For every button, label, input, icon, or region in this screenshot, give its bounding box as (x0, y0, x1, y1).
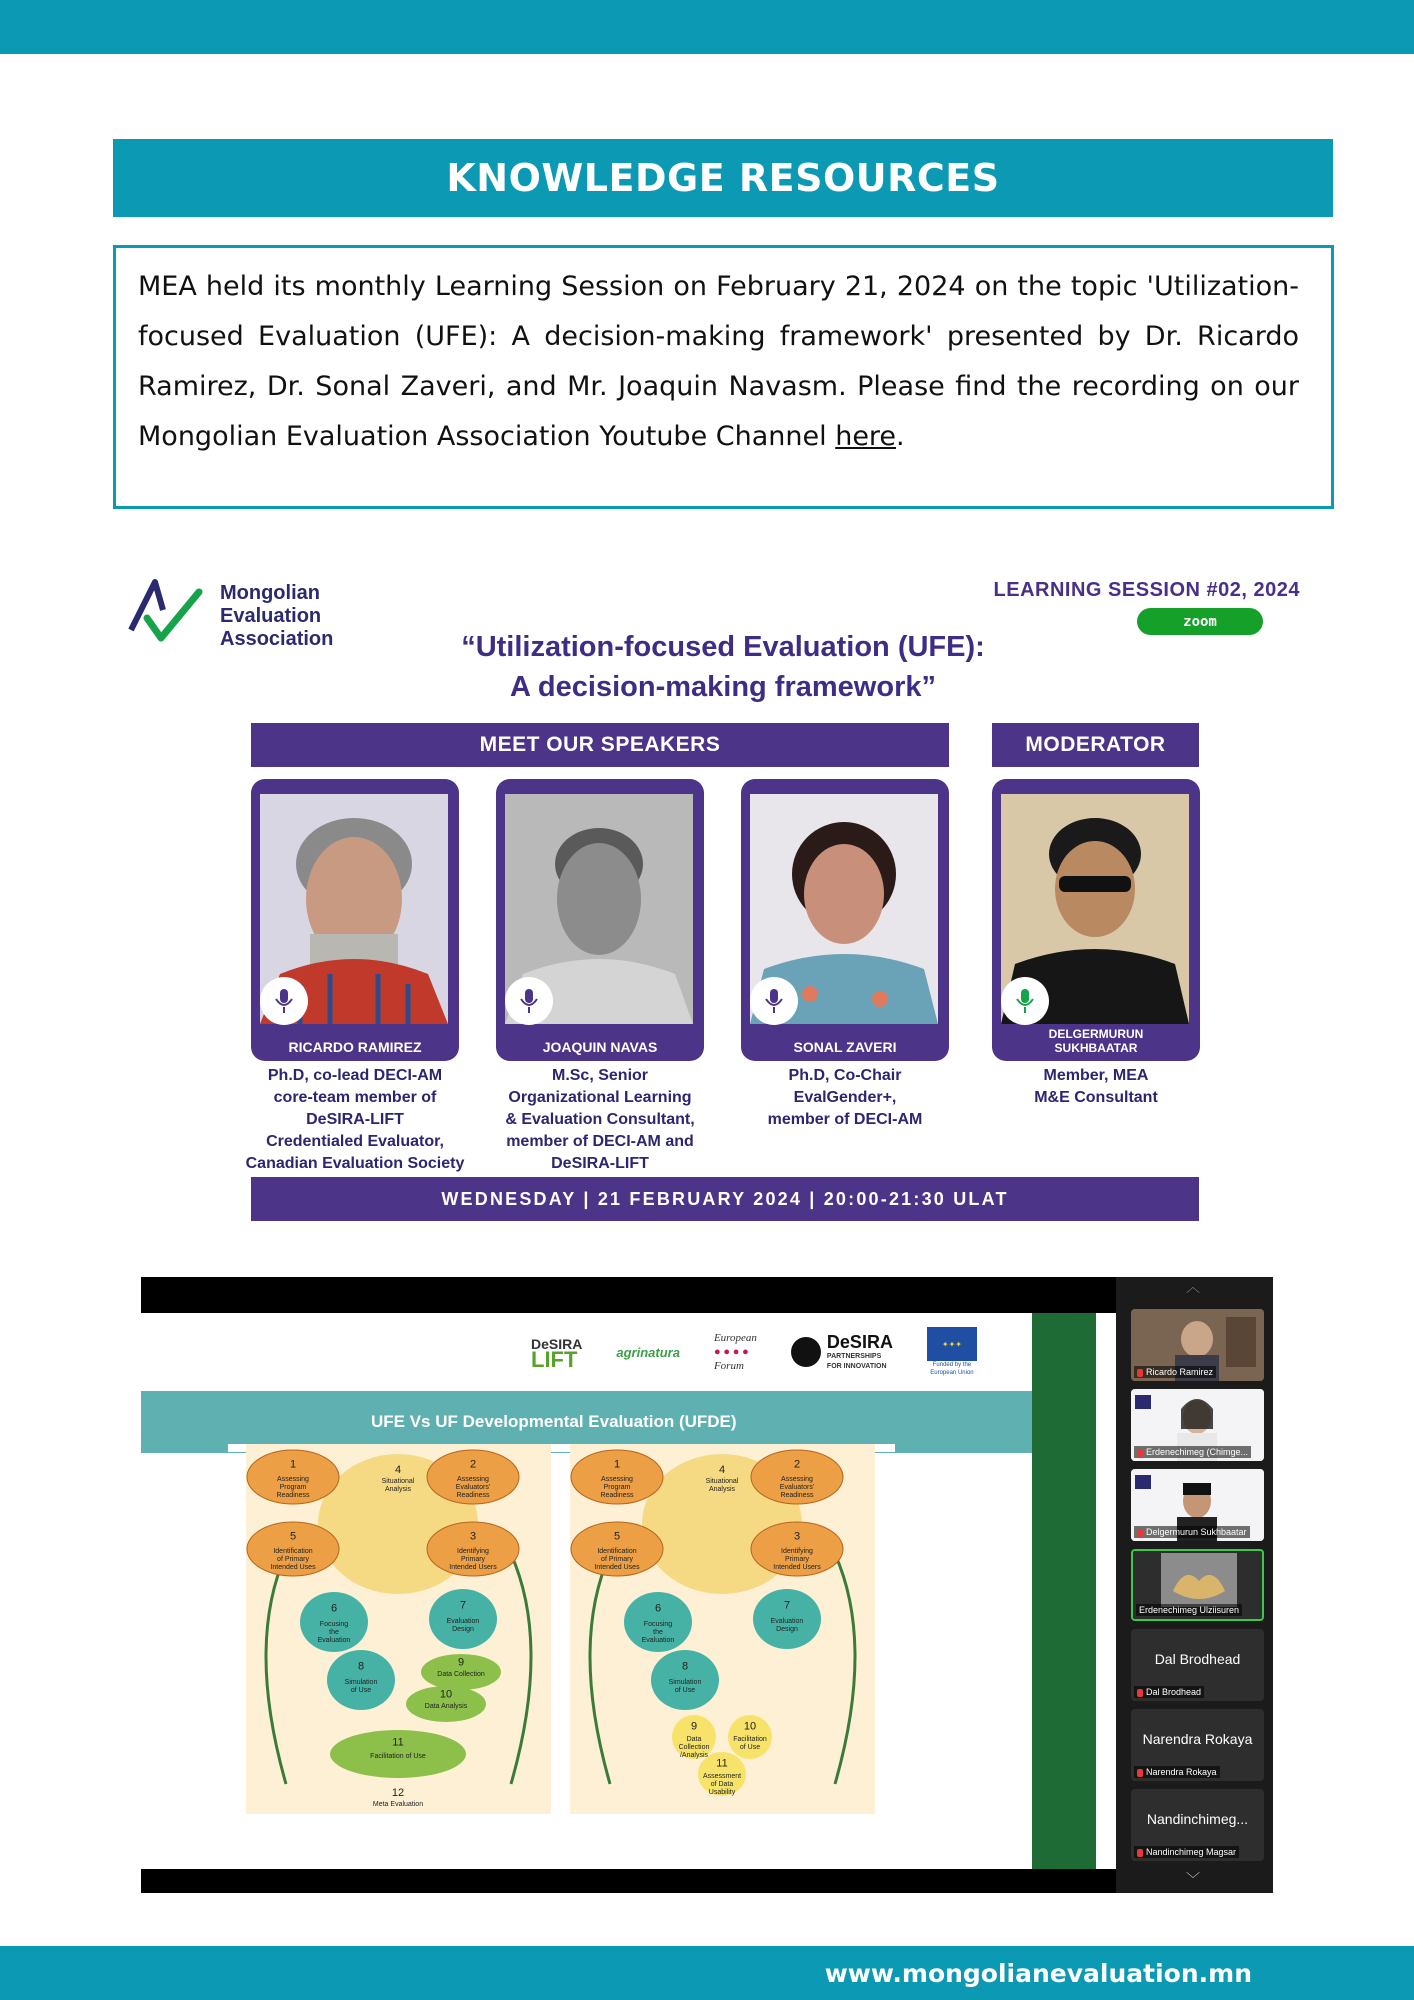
node-number: 5 (613, 1530, 621, 1543)
bottom-bar (0, 1946, 1414, 2000)
participant-name (1134, 1526, 1250, 1538)
mute-icon (1137, 1769, 1143, 1777)
participant-name (1134, 1846, 1239, 1858)
participant-tile[interactable] (1131, 1469, 1264, 1541)
slide-title: UFE Vs UF Developmental Evaluation (UFDE) (141, 1391, 1099, 1453)
node-number: 4 (718, 1464, 726, 1476)
org-line: Association (220, 628, 334, 650)
speakers-heading: MEET OUR SPEAKERS (251, 723, 949, 767)
node-label: Simulation (344, 1679, 378, 1686)
moderator-desc (992, 1065, 1200, 1109)
participant-tile[interactable] (1131, 1629, 1264, 1701)
node-number: 6 (654, 1602, 662, 1615)
diagram-node (751, 1450, 843, 1504)
presentation-slide (141, 1313, 1233, 1869)
node-label: of Use (674, 1687, 696, 1694)
node-label: Identification (273, 1548, 313, 1555)
node-label: Data Collection (437, 1671, 485, 1678)
desc-line: Ph.D, co-lead DECI-AM (267, 1067, 443, 1084)
speaker-name: RICARDO RAMIREZ (288, 1039, 422, 1055)
desc-line: & Evaluation Consultant, (505, 1111, 695, 1128)
node-label: the (653, 1629, 663, 1636)
mute-icon (1137, 1529, 1143, 1537)
node-label: the (329, 1629, 339, 1636)
node-label: Identifying (457, 1548, 489, 1555)
node-number: 2 (469, 1458, 477, 1471)
intro-text: MEA held its monthly Learning Session on February 21, 2024 on the topic 'Utilization-focused Evaluation (UFE): A decision-making framework' presented by Dr. Ricardo Ramirez, Dr. Sonal Zaveri, and Mr. Joaquin Navasm. Please find the recording on our Mongolian Evaluation Association Youtube Channel (138, 271, 1299, 452)
node-label: Design (776, 1626, 798, 1633)
participant-name (1136, 1604, 1242, 1616)
slide-green-bar (1032, 1313, 1096, 1869)
node-label: of Primary (601, 1556, 633, 1563)
event-poster (113, 555, 1333, 1235)
participant-name (1134, 1766, 1220, 1778)
speaker-desc-ricardo (223, 1065, 487, 1175)
node-label: Assessing (781, 1476, 813, 1483)
node-label: Situational (705, 1478, 739, 1485)
diagram-node (571, 1522, 663, 1576)
zoom-badge: zoom (1137, 608, 1263, 635)
diagram-node (406, 1686, 486, 1722)
node-number: 11 (716, 1757, 728, 1770)
node-label: Evaluation (770, 1618, 804, 1625)
slide-margin (1096, 1313, 1116, 1869)
logo-text: Funded by the (932, 1362, 972, 1368)
node-label: Identification (597, 1548, 637, 1555)
node-number: 10 (743, 1720, 757, 1733)
node-label: Program (603, 1484, 631, 1491)
node-label: Analysis (384, 1486, 412, 1493)
node-number: 8 (681, 1660, 689, 1673)
diagram-node (753, 1589, 821, 1649)
microphone-icon (260, 977, 308, 1025)
diagram-node (327, 1650, 395, 1710)
diagram-node (624, 1592, 692, 1652)
desira-logo (791, 1332, 893, 1372)
org-line: Evaluation (220, 605, 322, 627)
desc-line: M.Sc, Senior (551, 1067, 649, 1084)
mute-icon (1137, 1369, 1143, 1377)
node-label: of Use (350, 1687, 372, 1694)
participant-label: Delgermurun Sukhbaatar (1146, 1527, 1247, 1537)
node-number: 5 (289, 1530, 297, 1543)
node-label: Situational (381, 1478, 415, 1485)
logo-text: European (713, 1332, 757, 1344)
diagram-node (300, 1592, 368, 1652)
diagram-node (728, 1715, 772, 1759)
node-label: Readiness (456, 1492, 490, 1499)
participant-display-name: Narendra Rokaya (1142, 1731, 1253, 1747)
desc-line: EvalGender+, (793, 1089, 897, 1106)
node-label: Readiness (600, 1492, 634, 1499)
ufde-cycle-diagram (570, 1444, 875, 1814)
node-label: Intended Users (773, 1564, 821, 1571)
desc-line: M&E Consultant (1034, 1089, 1158, 1106)
speaker-card-joaquin (496, 779, 704, 1061)
mute-icon (1137, 1449, 1143, 1457)
diagram-node (247, 1522, 339, 1576)
node-label: Evaluation (641, 1637, 675, 1644)
node-label: of Use (739, 1744, 761, 1751)
mute-icon (1137, 1849, 1143, 1857)
node-label: Data Analysis (424, 1703, 468, 1710)
moderator-name-line: SUKHBAATAR (1054, 1041, 1138, 1055)
moderator-name-line: DELGERMURUN (1048, 1027, 1144, 1041)
logo-text: FOR INNOVATION (826, 1363, 887, 1370)
org-line: Mongolian (220, 582, 320, 604)
diagram-node (373, 1787, 423, 1808)
moderator-name (992, 1027, 1200, 1055)
node-number: 3 (469, 1530, 477, 1543)
participant-name (1134, 1366, 1216, 1378)
node-label: Assessing (277, 1476, 309, 1483)
node-label: Assessing (601, 1476, 633, 1483)
speaker-card-sonal (741, 779, 949, 1061)
node-number: 9 (690, 1720, 698, 1733)
node-number: 7 (783, 1599, 791, 1612)
intro-end: . (896, 421, 905, 452)
desira-lift-logo (531, 1336, 583, 1372)
node-label: Intended Users (449, 1564, 497, 1571)
event-date-band: WEDNESDAY | 21 FEBRUARY 2024 | 20:00-21:30 ULAT (251, 1177, 1199, 1221)
participant-display-name: Dal Brodhead (1154, 1651, 1241, 1667)
diagram-node (247, 1450, 339, 1504)
diagram-node (698, 1752, 746, 1796)
desc-line: core-team member of (273, 1089, 437, 1106)
node-label: Assessment (702, 1773, 742, 1780)
diagram-node (427, 1522, 519, 1576)
logo-text: LIFT (531, 1347, 578, 1372)
node-label: of Primary (277, 1556, 309, 1563)
node-label: Identifying (781, 1548, 813, 1555)
microphone-icon (505, 977, 553, 1025)
participant-tile[interactable] (1131, 1309, 1264, 1381)
logo-text: Forum (713, 1360, 744, 1372)
node-label: Intended Uses (270, 1564, 316, 1571)
node-number: 10 (439, 1688, 453, 1701)
node-number: 6 (330, 1602, 338, 1615)
node-label: Design (452, 1626, 474, 1633)
diagram-node (571, 1450, 663, 1504)
node-number: 1 (289, 1458, 297, 1471)
speaker-name: JOAQUIN NAVAS (542, 1039, 658, 1055)
participant-label: Erdenechimeg Ulziisuren (1139, 1605, 1240, 1615)
participant-label: Nandinchimeg Magsar (1146, 1847, 1237, 1857)
diagram-node (429, 1589, 497, 1649)
node-number: 3 (793, 1530, 801, 1543)
youtube-link[interactable]: here (835, 421, 897, 452)
website-url[interactable]: www.mongolianevaluation.mn (824, 1958, 1252, 1988)
node-number: 1 (613, 1458, 621, 1471)
node-label: Data (686, 1736, 702, 1743)
node-label: Meta Evaluation (372, 1801, 424, 1808)
diagram-node (751, 1522, 843, 1576)
moderator-card-delgermurun (992, 779, 1200, 1061)
node-label: Evaluation (317, 1637, 351, 1644)
eu-flag-logo (927, 1327, 977, 1377)
node-number: 12 (391, 1787, 405, 1799)
logo-text: European Union (930, 1370, 974, 1376)
participant-display-name: Nandinchimeg... (1146, 1811, 1249, 1827)
node-label: Primary (460, 1556, 486, 1563)
scroll-up-icon[interactable]: ︿ (1186, 1280, 1200, 1296)
logo-text: DeSIRA (531, 1336, 583, 1352)
speaker-desc-joaquin (483, 1065, 717, 1175)
desc-line: Canadian Evaluation Society (245, 1155, 465, 1172)
title-line-1: “Utilization-focused Evaluation (UFE): (461, 631, 985, 663)
speaker-desc-sonal (730, 1065, 960, 1131)
desc-line: Ph.D, Co-Chair (788, 1067, 902, 1084)
participant-tile-active[interactable] (1131, 1549, 1264, 1621)
diagram-node (421, 1654, 501, 1690)
ufe-diagram (246, 1444, 551, 1814)
node-label: Readiness (780, 1492, 814, 1499)
node-label: Evaluation (446, 1618, 480, 1625)
european-forum-logo (714, 1331, 757, 1373)
node-label: Collection (678, 1744, 710, 1751)
top-bar (0, 0, 1414, 54)
zoom-screenshot (141, 1277, 1273, 1893)
node-label: Facilitation (733, 1736, 767, 1743)
scroll-down-icon[interactable]: ﹀ (1186, 1872, 1200, 1888)
diagram-node (672, 1715, 716, 1759)
node-number: 8 (357, 1660, 365, 1673)
participant-label: Dal Brodhead (1146, 1687, 1202, 1697)
node-number: 2 (793, 1458, 801, 1471)
logo-text: PARTNERSHIPS (826, 1353, 882, 1360)
node-label: Focusing (319, 1621, 349, 1628)
participant-tile[interactable] (1131, 1389, 1264, 1461)
node-label: of Data (710, 1781, 734, 1788)
ufe-cycle-diagram (246, 1444, 551, 1814)
participant-name (1134, 1686, 1204, 1698)
node-label: Readiness (276, 1492, 310, 1499)
node-label: Analysis (708, 1486, 736, 1493)
node-number: 11 (392, 1736, 404, 1749)
desc-line: Credentialed Evaluator, (266, 1133, 444, 1150)
eu-flag-icon: ✦✦✦ (927, 1327, 977, 1361)
desc-line: Organizational Learning (508, 1089, 692, 1106)
desc-line: DeSIRA-LIFT (551, 1155, 649, 1172)
node-number: 7 (459, 1599, 467, 1612)
title-line-2: A decision-making framework” (510, 671, 936, 703)
poster-title (113, 627, 1333, 707)
node-label: Evaluators' (455, 1484, 491, 1491)
diagram-node (427, 1450, 519, 1504)
participant-label: Narendra Rokaya (1146, 1767, 1217, 1777)
node-label: Focusing (643, 1621, 673, 1628)
node-label: Intended Uses (594, 1564, 640, 1571)
diagram-node (651, 1650, 719, 1710)
node-label: Simulation (668, 1679, 702, 1686)
partner-logos (531, 1327, 977, 1377)
desc-line: DeSIRA-LIFT (306, 1111, 404, 1128)
speaker-card-ricardo (251, 779, 459, 1061)
node-label: Evaluators' (779, 1484, 815, 1491)
participant-tile[interactable] (1131, 1709, 1264, 1781)
desc-line: member of DECI-AM (767, 1111, 923, 1128)
participant-tile[interactable] (1131, 1789, 1264, 1861)
desira-circle-icon (791, 1337, 821, 1367)
mute-icon (1137, 1689, 1143, 1697)
node-label: Program (279, 1484, 307, 1491)
logo-text: DeSIRA (826, 1332, 893, 1352)
speaker-name: SONAL ZAVERI (793, 1039, 897, 1055)
desc-line: Member, MEA (1043, 1067, 1149, 1084)
session-label: LEARNING SESSION #02, 2024 (993, 579, 1300, 601)
participant-name (1134, 1446, 1251, 1458)
participant-label: Ricardo Ramirez (1146, 1367, 1214, 1377)
node-label: Assessing (457, 1476, 489, 1483)
participant-label: Erdenechimeg (Chimge... (1146, 1447, 1249, 1457)
moderator-heading: MODERATOR (992, 723, 1199, 767)
desc-line: member of DECI-AM and (506, 1133, 694, 1150)
node-number: 9 (457, 1656, 465, 1669)
participant-panel (1116, 1277, 1273, 1893)
node-label: Facilitation of Use (370, 1753, 426, 1760)
microphone-icon (1001, 977, 1049, 1025)
intro-textbox (113, 245, 1334, 509)
section-banner: KNOWLEDGE RESOURCES (113, 139, 1333, 217)
microphone-icon (750, 977, 798, 1025)
forum-dots: ● ● ● ● (713, 1346, 749, 1358)
diagram-node (330, 1730, 466, 1778)
node-label: Usability (708, 1789, 736, 1796)
agrinatura-logo: agrinatura (616, 1344, 680, 1360)
node-label: /Analysis (679, 1752, 709, 1759)
ufde-diagram (570, 1444, 875, 1814)
node-label: Primary (784, 1556, 810, 1563)
node-number: 4 (394, 1464, 402, 1476)
